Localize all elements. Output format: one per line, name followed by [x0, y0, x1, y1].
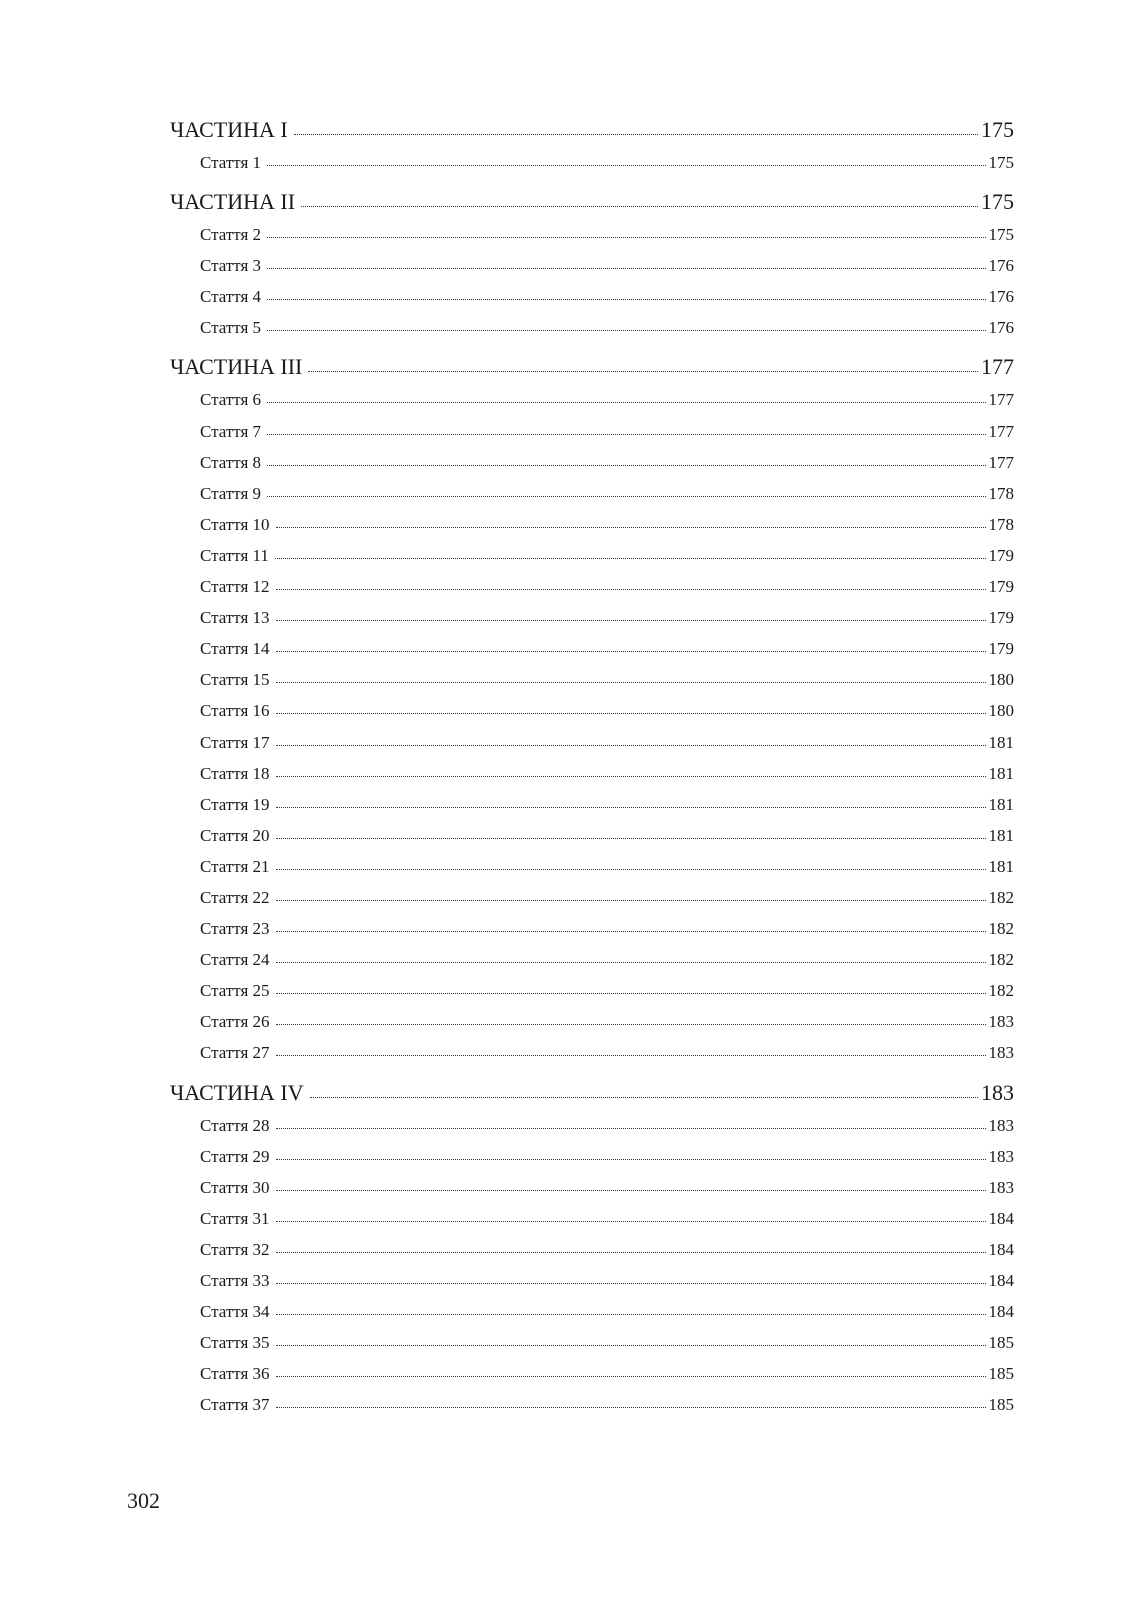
toc-entry-label: Стаття 11 — [200, 545, 269, 565]
toc-entry-page: 179 — [988, 577, 1014, 597]
toc-entry-page: 185 — [988, 1333, 1014, 1353]
toc-article-entry[interactable] — [170, 1234, 1014, 1265]
toc-entry-label: Стаття 5 — [200, 318, 262, 338]
toc-entry-page: 181 — [988, 763, 1014, 783]
dot-leader — [276, 651, 986, 652]
toc-entry-label: Стаття 27 — [200, 1043, 270, 1063]
dot-leader — [276, 1376, 986, 1377]
toc-entry-label: Стаття 3 — [200, 256, 262, 276]
dot-leader — [276, 1283, 986, 1284]
toc-entry-label: Стаття 23 — [200, 919, 270, 939]
dot-leader — [276, 620, 986, 621]
toc-entry-label: Стаття 19 — [200, 794, 270, 814]
toc-entry-label: Стаття 29 — [200, 1146, 270, 1166]
toc-entry-page: 176 — [988, 318, 1014, 338]
toc-entry-page: 175 — [981, 189, 1014, 215]
toc-entry-label: Стаття 16 — [200, 701, 270, 721]
dot-leader — [267, 299, 985, 300]
toc-article-entry[interactable] — [170, 1327, 1014, 1358]
toc-article-entry[interactable] — [170, 695, 1014, 726]
toc-entry-label: Стаття 4 — [200, 287, 262, 307]
toc-entry-page: 176 — [988, 287, 1014, 307]
toc-entry-label: Стаття 15 — [200, 670, 270, 690]
toc-entry-page: 176 — [988, 256, 1014, 276]
dot-leader — [267, 465, 985, 466]
toc-entry-label: Стаття 8 — [200, 452, 262, 472]
toc-article-entry[interactable] — [170, 1265, 1014, 1296]
toc-entry-page: 180 — [988, 701, 1014, 721]
dot-leader — [276, 745, 986, 746]
dot-leader — [267, 268, 985, 269]
toc-entry-page: 182 — [988, 919, 1014, 939]
dot-leader — [276, 1128, 986, 1129]
toc-entry-page: 177 — [988, 421, 1014, 441]
toc-article-entry[interactable] — [170, 147, 1014, 178]
toc-article-entry[interactable] — [170, 758, 1014, 789]
toc-article-entry[interactable] — [170, 478, 1014, 509]
toc-entry-page: 175 — [988, 153, 1014, 172]
toc-part-entry[interactable] — [170, 184, 1014, 219]
toc-entry-label: Стаття 20 — [200, 825, 270, 845]
toc-entry-label: Стаття 10 — [200, 514, 270, 534]
toc-entry-page: 180 — [988, 670, 1014, 690]
table-of-contents — [170, 112, 1014, 1420]
toc-entry-label: Стаття 18 — [200, 763, 270, 783]
toc-article-entry[interactable] — [170, 1389, 1014, 1420]
toc-article-entry[interactable] — [170, 540, 1014, 571]
toc-entry-page: 183 — [988, 1177, 1014, 1197]
dot-leader — [276, 589, 986, 590]
toc-entry-label: Стаття 25 — [200, 981, 270, 1001]
toc-entry-page: 177 — [988, 452, 1014, 472]
toc-entry-label: Стаття 36 — [200, 1364, 270, 1384]
toc-entry-label: Стаття 24 — [200, 950, 270, 970]
toc-article-entry[interactable] — [170, 1358, 1014, 1389]
toc-entry-page: 183 — [988, 1012, 1014, 1032]
toc-entry-label: Стаття 32 — [200, 1239, 270, 1259]
page-number: 302 — [127, 1488, 160, 1513]
toc-article-entry[interactable] — [170, 571, 1014, 602]
dot-leader — [276, 1345, 986, 1346]
dot-leader — [276, 993, 986, 994]
toc-entry-label: ЧАСТИНА I — [170, 117, 288, 142]
dot-leader — [276, 527, 986, 528]
toc-entry-label: ЧАСТИНА IV — [170, 1079, 304, 1105]
dot-leader — [276, 1024, 986, 1025]
toc-article-entry[interactable] — [170, 664, 1014, 695]
toc-entry-page: 175 — [981, 117, 1014, 142]
toc-entry-label: Стаття 21 — [200, 856, 270, 876]
toc-entry-page: 181 — [988, 794, 1014, 814]
dot-leader — [276, 1159, 986, 1160]
dot-leader — [276, 1252, 986, 1253]
toc-article-entry[interactable] — [170, 281, 1014, 312]
toc-entry-label: Стаття 7 — [200, 421, 262, 441]
toc-article-entry[interactable] — [170, 1172, 1014, 1203]
dot-leader — [310, 1097, 978, 1098]
toc-entry-page: 181 — [988, 732, 1014, 752]
toc-article-entry[interactable] — [170, 789, 1014, 820]
toc-article-entry[interactable] — [170, 633, 1014, 664]
toc-article-entry[interactable] — [170, 219, 1014, 250]
toc-article-entry[interactable] — [170, 1006, 1014, 1037]
toc-entry-page: 184 — [988, 1271, 1014, 1290]
toc-article-entry[interactable] — [170, 820, 1014, 851]
dot-leader — [276, 900, 986, 901]
toc-article-entry[interactable] — [170, 851, 1014, 882]
dot-leader — [275, 558, 986, 559]
toc-entry-label: Стаття 37 — [200, 1395, 270, 1415]
dot-leader — [267, 165, 985, 166]
toc-entry-label: Стаття 26 — [200, 1012, 270, 1032]
toc-article-entry[interactable] — [170, 1203, 1014, 1234]
toc-entry-page: 182 — [988, 981, 1014, 1001]
toc-article-entry[interactable] — [170, 727, 1014, 758]
dot-leader — [276, 869, 986, 870]
toc-entry-page: 185 — [988, 1364, 1014, 1384]
dot-leader — [308, 371, 978, 372]
toc-article-entry[interactable] — [170, 944, 1014, 975]
toc-entry-label: ЧАСТИНА III — [170, 354, 303, 380]
dot-leader — [276, 1055, 986, 1056]
toc-article-entry[interactable] — [170, 312, 1014, 343]
toc-entry-page: 183 — [988, 1043, 1014, 1063]
dot-leader — [276, 1314, 986, 1315]
toc-entry-page: 178 — [988, 483, 1014, 503]
dot-leader — [276, 807, 986, 808]
toc-entry-page: 183 — [981, 1079, 1014, 1105]
toc-article-entry[interactable] — [170, 1296, 1014, 1327]
toc-entry-page: 179 — [988, 608, 1014, 628]
toc-entry-label: Стаття 6 — [200, 390, 262, 410]
toc-entry-label: Стаття 12 — [200, 577, 270, 597]
toc-entry-label: Стаття 17 — [200, 732, 270, 752]
toc-entry-page: 184 — [988, 1302, 1014, 1322]
toc-entry-page: 179 — [988, 545, 1014, 565]
toc-article-entry[interactable] — [170, 250, 1014, 281]
toc-entry-page: 185 — [988, 1395, 1014, 1415]
dot-leader — [276, 776, 986, 777]
dot-leader — [276, 1407, 986, 1408]
toc-article-entry[interactable] — [170, 602, 1014, 633]
dot-leader — [276, 962, 986, 963]
toc-entry-label: Стаття 22 — [200, 887, 270, 907]
toc-part-entry[interactable] — [170, 349, 1014, 384]
toc-article-entry[interactable] — [170, 416, 1014, 447]
dot-leader — [267, 496, 985, 497]
toc-entry-page: 182 — [988, 887, 1014, 907]
toc-entry-page: 181 — [988, 856, 1014, 876]
toc-part-entry[interactable] — [170, 112, 1014, 147]
toc-article-entry[interactable] — [170, 447, 1014, 478]
toc-entry-page: 175 — [988, 225, 1014, 245]
dot-leader — [276, 931, 986, 932]
toc-article-entry[interactable] — [170, 1037, 1014, 1068]
toc-entry-label: Стаття 30 — [200, 1177, 270, 1197]
toc-entry-label: Стаття 13 — [200, 608, 270, 628]
toc-entry-label: Стаття 28 — [200, 1115, 270, 1135]
toc-entry-label: ЧАСТИНА II — [170, 189, 296, 215]
dot-leader — [276, 838, 986, 839]
dot-leader — [276, 1190, 986, 1191]
toc-part-entry[interactable] — [170, 1075, 1014, 1110]
toc-entry-page: 178 — [988, 514, 1014, 534]
toc-entry-label: Стаття 14 — [200, 639, 270, 659]
toc-entry-label: Стаття 9 — [200, 483, 262, 503]
toc-entry-page: 177 — [981, 354, 1014, 380]
toc-entry-page: 177 — [988, 390, 1014, 410]
dot-leader — [276, 682, 986, 683]
toc-entry-page: 184 — [988, 1239, 1014, 1259]
toc-article-entry[interactable] — [170, 882, 1014, 913]
toc-entry-label: Стаття 2 — [200, 225, 262, 245]
dot-leader — [267, 402, 985, 403]
dot-leader — [294, 134, 978, 135]
toc-article-entry[interactable] — [170, 975, 1014, 1006]
toc-entry-label: Стаття 31 — [200, 1208, 270, 1228]
toc-article-entry[interactable] — [170, 509, 1014, 540]
toc-article-entry[interactable] — [170, 1110, 1014, 1141]
dot-leader — [301, 206, 978, 207]
dot-leader — [276, 713, 986, 714]
dot-leader — [267, 330, 985, 331]
toc-article-entry[interactable] — [170, 384, 1014, 415]
dot-leader — [276, 1221, 986, 1222]
toc-entry-page: 183 — [988, 1115, 1014, 1135]
toc-entry-page: 179 — [988, 639, 1014, 659]
toc-article-entry[interactable] — [170, 1141, 1014, 1172]
toc-entry-page: 181 — [988, 825, 1014, 845]
dot-leader — [267, 434, 985, 435]
toc-entry-label: Стаття 1 — [200, 153, 262, 172]
toc-entry-page: 182 — [988, 950, 1014, 970]
toc-entry-label: Стаття 33 — [200, 1271, 270, 1290]
toc-entry-page: 184 — [988, 1208, 1014, 1228]
toc-entry-page: 183 — [988, 1146, 1014, 1166]
dot-leader — [267, 237, 985, 238]
toc-entry-label: Стаття 34 — [200, 1302, 270, 1322]
toc-entry-label: Стаття 35 — [200, 1333, 270, 1353]
toc-article-entry[interactable] — [170, 913, 1014, 944]
